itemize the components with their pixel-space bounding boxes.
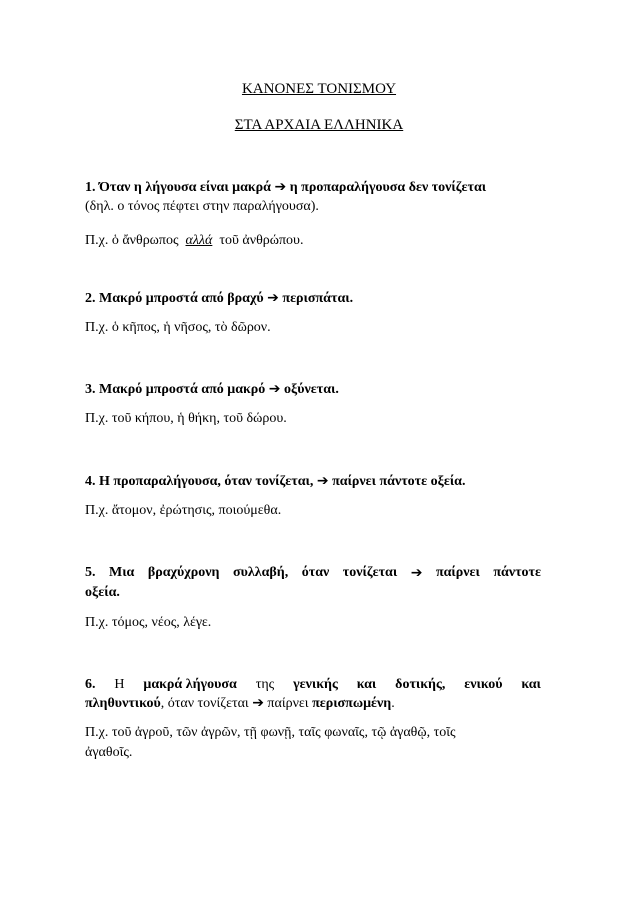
rule-1-heading: 1. Όταν η λήγουσα είναι μακρά ➔ η προπαραλήγουσα δεν τονίζεται (85, 179, 487, 195)
arrow-icon: ➔ (274, 179, 287, 195)
page-title: ΚΑΝΟΝΕΣ ΤΟΝΙΣΜΟΥ (241, 81, 397, 97)
page-subtitle: ΣΤΑ ΑΡΧΑΙΑ ΕΛΛΗΝΙΚΑ (234, 117, 404, 133)
rule-3-heading: 3. Μακρό μπροστά από μακρό ➔ οξύνεται. (85, 381, 339, 397)
rule-6-example: Π.χ. τοῦ ἀγροῦ, τῶν ἀγρῶν, τῇ φωνῇ, ταῖς φωναῖς, τῷ ἀγαθῷ, τοῖς (85, 725, 456, 740)
arrow-icon: ➔ (252, 695, 264, 711)
rule-5-example: Π.χ. τόμος, νέος, λέγε. (85, 615, 212, 630)
arrow-icon: ➔ (268, 381, 281, 397)
arrow-icon: ➔ (316, 473, 329, 489)
rule-1-example: Π.χ. ὁ ἄνθρωπος αλλά τοῦ ἀνθρώπου. (85, 233, 304, 248)
rule-6-example-cont: ἀγαθοῖς. (85, 745, 133, 760)
rule-3-example: Π.χ. τοῦ κήπου, ἡ θήκη, τοῦ δώρου. (85, 411, 287, 426)
rule-2-heading: 2. Μακρό μπροστά από βραχύ ➔ περισπάται. (85, 290, 354, 306)
rule-6-heading: 6. Η μακρά λήγουσα της γενικής και δοτικής, ενικού και (85, 677, 541, 692)
rule-1-note: (δηλ. ο τόνος πέφτει στην παραλήγουσα). (85, 199, 319, 214)
rule-6-heading-cont: πληθυντικού, όταν τονίζεται ➔ παίρνει περισπωμένη. (85, 695, 395, 711)
rule-2-example: Π.χ. ὁ κῆπος, ἡ νῆσος, τὸ δῶρον. (85, 320, 271, 335)
arrow-icon: ➔ (410, 565, 423, 581)
rule-5-heading-cont: οξεία. (85, 585, 120, 600)
rule-4-example: Π.χ. ἄτομον, ἐρώτησις, ποιούμεθα. (85, 503, 282, 518)
rule-4-heading: 4. Η προπαραλήγουσα, όταν τονίζεται, ➔ παίρνει πάντοτε οξεία. (85, 473, 466, 489)
rule-5-heading: 5. Μια βραχύχρονη συλλαβή, όταν τονίζεται ➔ παίρνει πάντοτε (85, 565, 541, 581)
arrow-icon: ➔ (267, 290, 279, 306)
